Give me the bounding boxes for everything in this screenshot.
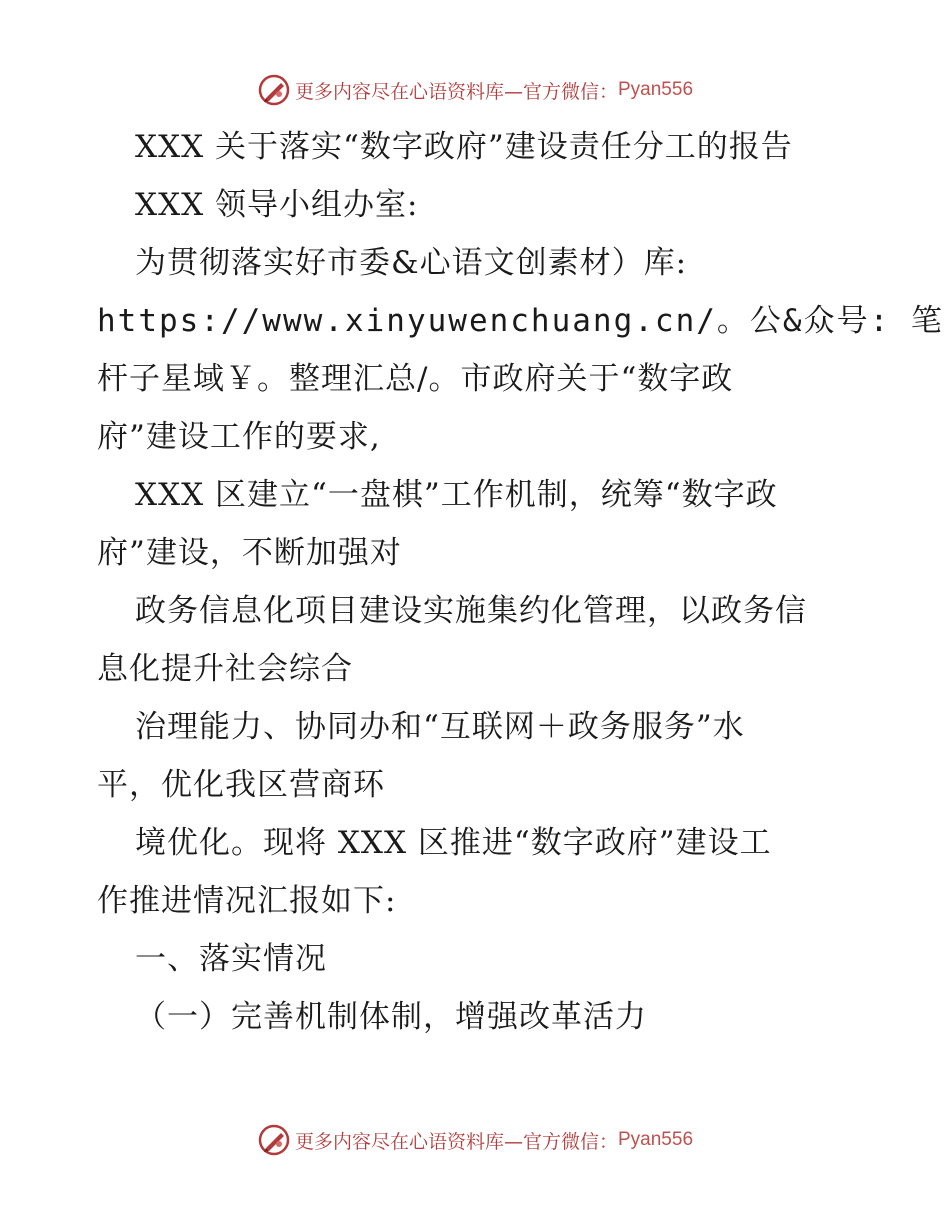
- banner-wechat-id: Pyan556: [618, 1129, 694, 1150]
- paragraph-line-url: https://www.xinyuwenchuang.cn/。公&众号: 笔: [97, 303, 944, 339]
- pen-logo-icon: [257, 1123, 291, 1157]
- banner-text: 更多内容尽在心语资料库—官方微信：: [294, 80, 618, 103]
- paragraph-line: 府”建设工作的要求,: [97, 419, 381, 455]
- banner-text: 更多内容尽在心语资料库—官方微信：: [294, 1130, 618, 1153]
- paragraph-line: 杆子星域￥。整理汇总/。市政府关于“数字政: [97, 361, 734, 397]
- paragraph-line: 息化提升社会综合: [97, 651, 353, 687]
- recipient-line: XXX 领导小组办室:: [135, 187, 419, 223]
- section-heading: 一、落实情况: [135, 941, 327, 977]
- paragraph-line: 为贯彻落实好市委&心语文创素材）库:: [135, 245, 688, 281]
- footer-watermark-banner: [0, 1120, 950, 1160]
- paragraph-line: 作推进情况汇报如下:: [97, 883, 397, 919]
- report-title: XXX 关于落实“数字政府”建设责任分工的报告: [135, 129, 793, 165]
- header-watermark-banner: [0, 70, 950, 110]
- paragraph-line: 平，优化我区营商环: [97, 767, 385, 803]
- paragraph-line: 政务信息化项目建设实施集约化管理，以政务信: [135, 593, 807, 629]
- banner-wechat-id: Pyan556: [618, 79, 694, 100]
- subsection-heading: （一）完善机制体制，增强改革活力: [135, 999, 647, 1035]
- paragraph-line: 治理能力、协同办和“互联网＋政务服务”水: [135, 709, 745, 745]
- paragraph-line: 境优化。现将 XXX 区推进“数字政府”建设工: [135, 825, 772, 861]
- paragraph-line: 府”建设，不断加强对: [97, 535, 402, 571]
- pen-logo-icon: [257, 73, 291, 107]
- document-body: [97, 118, 944, 1046]
- paragraph-line: XXX 区建立“一盘棋”工作机制，统筹“数字政: [135, 477, 778, 513]
